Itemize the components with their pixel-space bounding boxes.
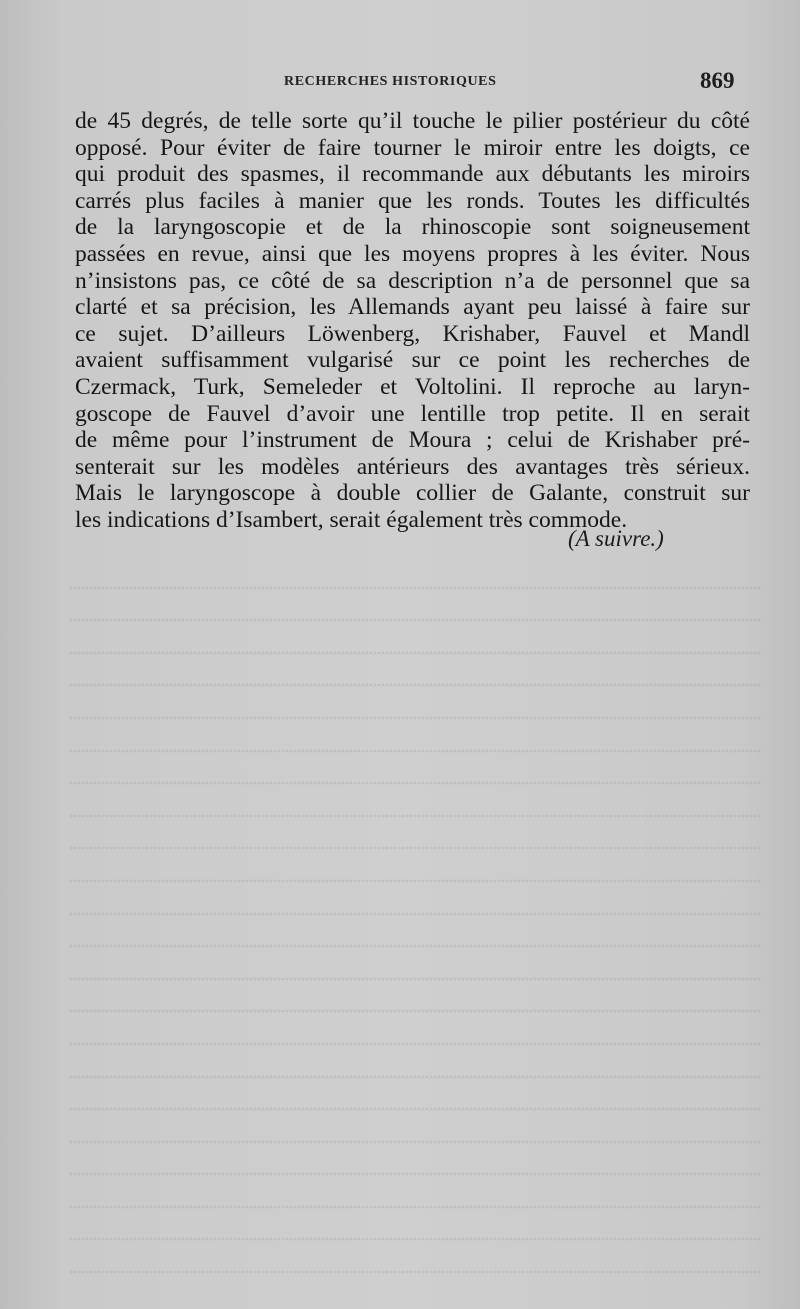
text-line: de la laryngoscopie et de la rhinoscopie sont soigneusement (75, 214, 750, 241)
text-line: de 45 degrés, de telle sorte qu’il touche le pilier postérieur du côté (75, 108, 750, 134)
text-line: passées en revue, ainsi que les moyens propres à les éviter. Nous (75, 240, 750, 267)
text-line: avaient suffisamment vulgarisé sur ce point les recherches de (75, 347, 750, 374)
text-line: n’insistons pas, ce côté de sa description n’a de personnel que sa (75, 267, 750, 294)
show-through-text (70, 560, 760, 1260)
text-line: opposé. Pour éviter de faire tourner le miroir entre les doigts, ce (75, 134, 750, 161)
text-line: Czermack, Turk, Semeleder et Voltolini. Il reproche au laryn- (75, 373, 750, 400)
text-line: goscope de Fauvel d’avoir une lentille trop petite. Il en serait (75, 400, 750, 427)
text-line: qui produit des spasmes, il recommande aux débutants les miroirs (75, 161, 750, 188)
text-line: carrés plus faciles à manier que les ronds. Toutes les difficultés (75, 187, 750, 214)
running-title: RECHERCHES HISTORIQUES (284, 74, 497, 89)
body-paragraph (75, 108, 750, 534)
text-line: ce sujet. D’ailleurs Löwenberg, Krishaber, Fauvel et Mandl (75, 320, 750, 347)
text-line: les indications d’Isambert, serait également très commode. (75, 506, 628, 533)
text-line: clarté et sa précision, les Allemands ayant peu laissé à faire sur (75, 294, 750, 321)
page-number: 869 (700, 68, 735, 93)
text-line: de même pour l’instrument de Moura ; celui de Krishaber pré- (75, 427, 750, 454)
to-be-continued: (A suivre.) (568, 526, 664, 551)
text-line: Mais le laryngoscope à double collier de Galante, construit sur (75, 480, 750, 507)
running-head (0, 68, 800, 98)
text-line: senterait sur les modèles antérieurs des avantages très sérieux. (75, 453, 750, 480)
